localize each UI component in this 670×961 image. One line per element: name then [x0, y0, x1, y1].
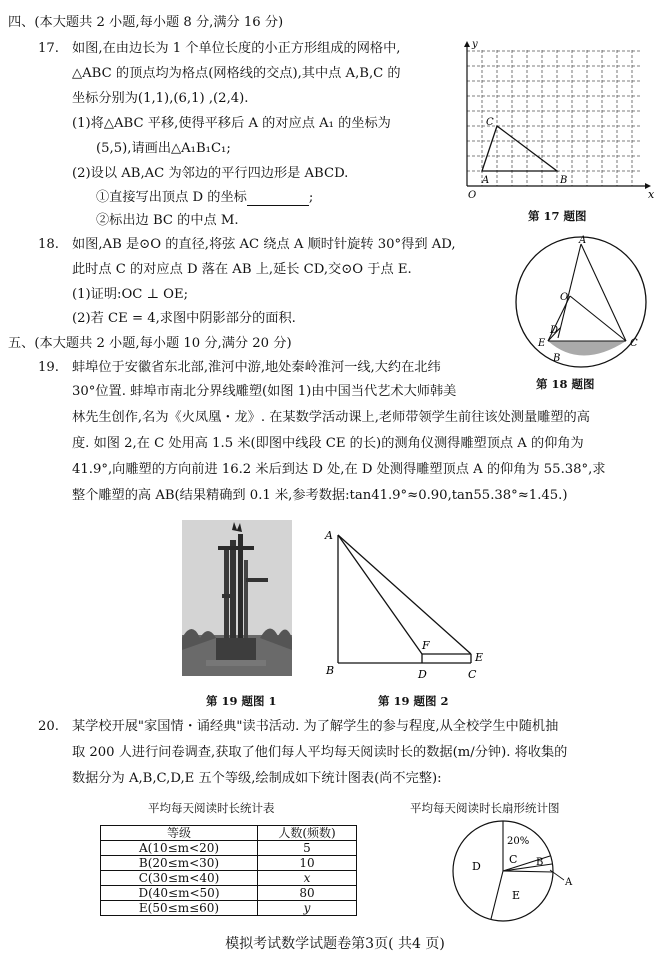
label-e: E	[538, 338, 546, 349]
table-cell: 10	[258, 856, 357, 871]
section4-header: 四、(本大题共 2 小题,每小题 8 分,满分 16 分)	[8, 15, 284, 30]
q17-grid-figure	[452, 40, 662, 210]
label-b: B	[560, 175, 568, 186]
q18-number: 18.	[38, 237, 59, 252]
q17-part1b: (5,5),请画出△A₁B₁C₁;	[96, 141, 231, 156]
label-b: B	[553, 353, 561, 364]
table-cell: x	[258, 871, 357, 886]
pie-label-a: A	[565, 877, 573, 888]
q19-elevation-figure	[318, 525, 498, 681]
q18-part1: (1)证明:OC ⊥ OE;	[72, 287, 189, 302]
table-cell: y	[258, 901, 357, 916]
label-a: A	[325, 529, 333, 542]
triangle-abc	[482, 126, 557, 171]
q20-line1: 某学校开展"家国情・诵经典"读书活动. 为了解学生的参与程度,从全校学生中随机抽	[72, 719, 559, 734]
answer-blank	[247, 193, 309, 206]
q19-line5: 41.9°,向雕塑的方向前进 16.2 米后到达 D 处,在 D 处测得雕塑顶点 A 的仰角为 55.38°,求	[72, 462, 606, 477]
table-row	[101, 886, 357, 901]
q18-line1: 如图,AB 是⊙O 的直径,将弦 AC 绕点 A 顺时针旋转 30°得到 AD,	[72, 237, 456, 252]
q17-part1a: (1)将△ABC 平移,使得平移后 A 的对应点 A₁ 的坐标为	[72, 116, 391, 131]
table-cell: 5	[258, 841, 357, 856]
q19-line6: 整个雕塑的高 AB(结果精确到 0.1 米,参考数据:tan41.9°≈0.90,tan55.38°≈1.45.)	[72, 488, 568, 503]
table-header-cell: 人数(频数)	[258, 826, 357, 841]
q18-circle-figure	[508, 234, 658, 374]
q17-line1: 如图,在由边长为 1 个单位长度的小正方形组成的网格中,	[72, 41, 401, 56]
section5-header: 五、(本大题共 2 小题,每小题 10 分,满分 20 分)	[8, 336, 292, 351]
q17-part2a: ①直接写出顶点 D 的坐标 ;	[96, 190, 314, 205]
q17-line2: △ABC 的顶点均为格点(网格线的交点),其中点 A,B,C 的	[72, 66, 401, 81]
table-header-row	[101, 826, 357, 841]
table-row	[101, 856, 357, 871]
pie-label-d: D	[472, 860, 481, 873]
q20-line3: 数据分为 A,B,C,D,E 五个等级,绘制成如下统计图表(尚不完整):	[72, 771, 442, 786]
label-c: C	[486, 117, 494, 128]
pie-label-c-pct: 20%	[507, 836, 530, 847]
origin-label: O	[468, 190, 477, 201]
q18-line2: 此时点 C 的对应点 D 落在 AB 上,延长 CD,交⊙O 于点 E.	[72, 262, 412, 277]
x-axis-label: x	[648, 188, 655, 201]
table-row	[101, 871, 357, 886]
label-o: O	[560, 292, 569, 303]
pie-title: 平均每天阅读时长扇形统计图	[410, 801, 560, 815]
label-c: C	[630, 338, 638, 349]
frequency-table	[100, 825, 357, 916]
q17-part2b: ②标出边 BC 的中点 M.	[96, 213, 239, 228]
q20-line2: 取 200 人进行问卷调查,获取了他们每人平均每天阅读时长的数据(m/分钟). 将收集的	[72, 745, 568, 760]
q19-line1: 蚌埠位于安徽省东北部,淮河中游,地处秦岭淮河一线,大约在北纬	[72, 360, 441, 375]
table-row	[101, 901, 357, 916]
q19-number: 19.	[38, 360, 59, 375]
pie-label-c: C	[509, 853, 518, 866]
q18-part2: (2)若 CE = 4,求图中阴影部分的面积.	[72, 311, 296, 326]
table-row	[101, 841, 357, 856]
table-cell: C(30≤m<40)	[101, 871, 258, 886]
label-a: A	[482, 175, 490, 186]
page-footer: 模拟考试数学试题卷第3页( 共4 页)	[225, 936, 445, 952]
q17-caption: 第 17 题图	[528, 209, 587, 223]
label-f: F	[422, 639, 430, 652]
sculpture-photo	[182, 520, 292, 676]
pie-label-e: E	[512, 889, 521, 902]
pie-label-b: B	[536, 857, 544, 868]
table-cell: A(10≤m<20)	[101, 841, 258, 856]
q19-caption1: 第 19 题图 1	[206, 694, 277, 708]
pie-chart	[448, 818, 578, 928]
label-b: B	[326, 664, 335, 677]
y-axis-label: y	[472, 40, 478, 50]
table-title: 平均每天阅读时长统计表	[148, 801, 275, 815]
table-cell: D(40≤m<50)	[101, 886, 258, 901]
q19-line3: 林先生创作,名为《火凤凰・龙》. 在某数学活动课上,老师带领学生前往该处测量雕塑的高	[72, 410, 590, 425]
q18-caption: 第 18 题图	[536, 377, 595, 391]
q19-line4: 度. 如图 2,在 C 处用高 1.5 米(即图中线段 CE 的长)的测角仪测得雕塑顶点 A 的仰角为	[72, 436, 584, 451]
label-a: A	[579, 235, 587, 246]
table-cell: 80	[258, 886, 357, 901]
table-header-cell: 等级	[101, 826, 258, 841]
label-d: D	[550, 325, 559, 336]
table-cell: E(50≤m≤60)	[101, 901, 258, 916]
label-c: C	[468, 668, 477, 681]
q19-caption2: 第 19 题图 2	[378, 694, 449, 708]
q17-number: 17.	[38, 41, 59, 56]
label-e: E	[475, 651, 484, 664]
q19-line2: 30°位置. 蚌埠市南北分界线雕塑(如图 1)由中国当代艺术大师韩美	[72, 384, 457, 399]
q17-line3: 坐标分别为(1,1),(6,1) ,(2,4).	[72, 91, 249, 106]
table-cell: B(20≤m<30)	[101, 856, 258, 871]
label-d: D	[418, 668, 427, 681]
q20-number: 20.	[38, 719, 59, 734]
q17-part2: (2)设以 AB,AC 为邻边的平行四边形是 ABCD.	[72, 166, 349, 181]
